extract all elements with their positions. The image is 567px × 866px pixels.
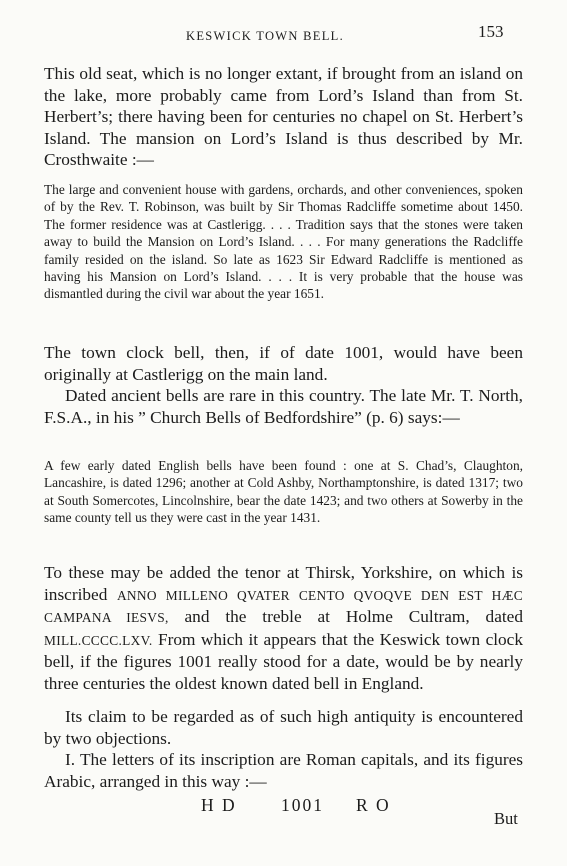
oldest-bell-text: From which it appears that the Keswick town clock bell, if the figures 1001 really stood for a date, would be by nearly three centuries the oldest known dated bell in England. bbox=[44, 629, 523, 693]
running-header bbox=[0, 22, 567, 46]
quote-north: A few early dated English bells have been found : one at S. Chad’s, Claughton, Lancashire, is dated 1296; another at Cold Ashby, Northamptonshire, is dated 1317; two at South Somercotes, Lincolnshire, bear the date 1423; and two others at Sowerby in the same county tell us they were cast in the year 1431. bbox=[44, 458, 523, 526]
running-title: KESWICK TOWN BELL. bbox=[186, 29, 344, 43]
holme-cultram-date: MILL.CCCC.LXV. bbox=[44, 632, 153, 648]
paragraph-dated-bells: Dated ancient bells are rare in this country. The late Mr. T. North, F.S.A., in his ” Church Bells of Bedfordshire” (p. 6) says:— bbox=[44, 386, 523, 427]
paragraph-lords-island: This old seat, which is no longer extant, if brought from an island on the lake, more probably came from Lord’s Island than from St. Herbert’s; there having been for centuries no chapel on St. Herbert’s Island. The mansion on Lord’s Island is thus described by Mr. Crosthwaite :— bbox=[44, 64, 523, 170]
holme-cultram-text: and the treble at Holme Cultram, dated bbox=[184, 607, 523, 627]
paragraph-antiquity-claim: Its claim to be regarded as of such high antiquity is encountered by two objections. bbox=[44, 707, 523, 748]
catchword: But bbox=[494, 809, 518, 828]
thirsk-inscription: ANNO MILLENO QVATER CENTO QVOQVE DEN EST HÆC CAMPANA IESVS, bbox=[44, 587, 523, 626]
thirsk-text: To these may be added the tenor at Thirsk, Yorkshire, on which is inscribed bbox=[44, 563, 523, 604]
paragraph-thirsk-tenor bbox=[44, 562, 523, 695]
paragraph-town-clock-bell: The town clock bell, then, if of date 1001, would have been originally at Castlerigg on the main land. bbox=[44, 343, 523, 384]
page-number: 153 bbox=[478, 22, 504, 41]
inscription-date: 1001 bbox=[281, 795, 324, 815]
paragraph-objection-one: I. The letters of its inscription are Roman capitals, and its figures Arabic, arranged in this way :— bbox=[44, 750, 523, 791]
quote-crosthwaite: The large and convenient house with gardens, orchards, and other conveniences, spoken of by the Rev. T. Robinson, was built by Sir Thomas Radcliffe sometime about 1450. The former residence was at Castlerigg. . . . Tradition says that the stones were taken away to build the Mansion on Lord’s Island. . . . For many generations the Radcliffe family resided on the island. So late as 1623 Sir Edward Radcliffe is mentioned as having his Mansion on Lord’s Island. . . . It is very probable that the house was dismantled during the civil war about the year 1651. bbox=[44, 182, 523, 302]
inscription-left: H D bbox=[201, 795, 237, 815]
inscription-right: R O bbox=[356, 795, 391, 815]
